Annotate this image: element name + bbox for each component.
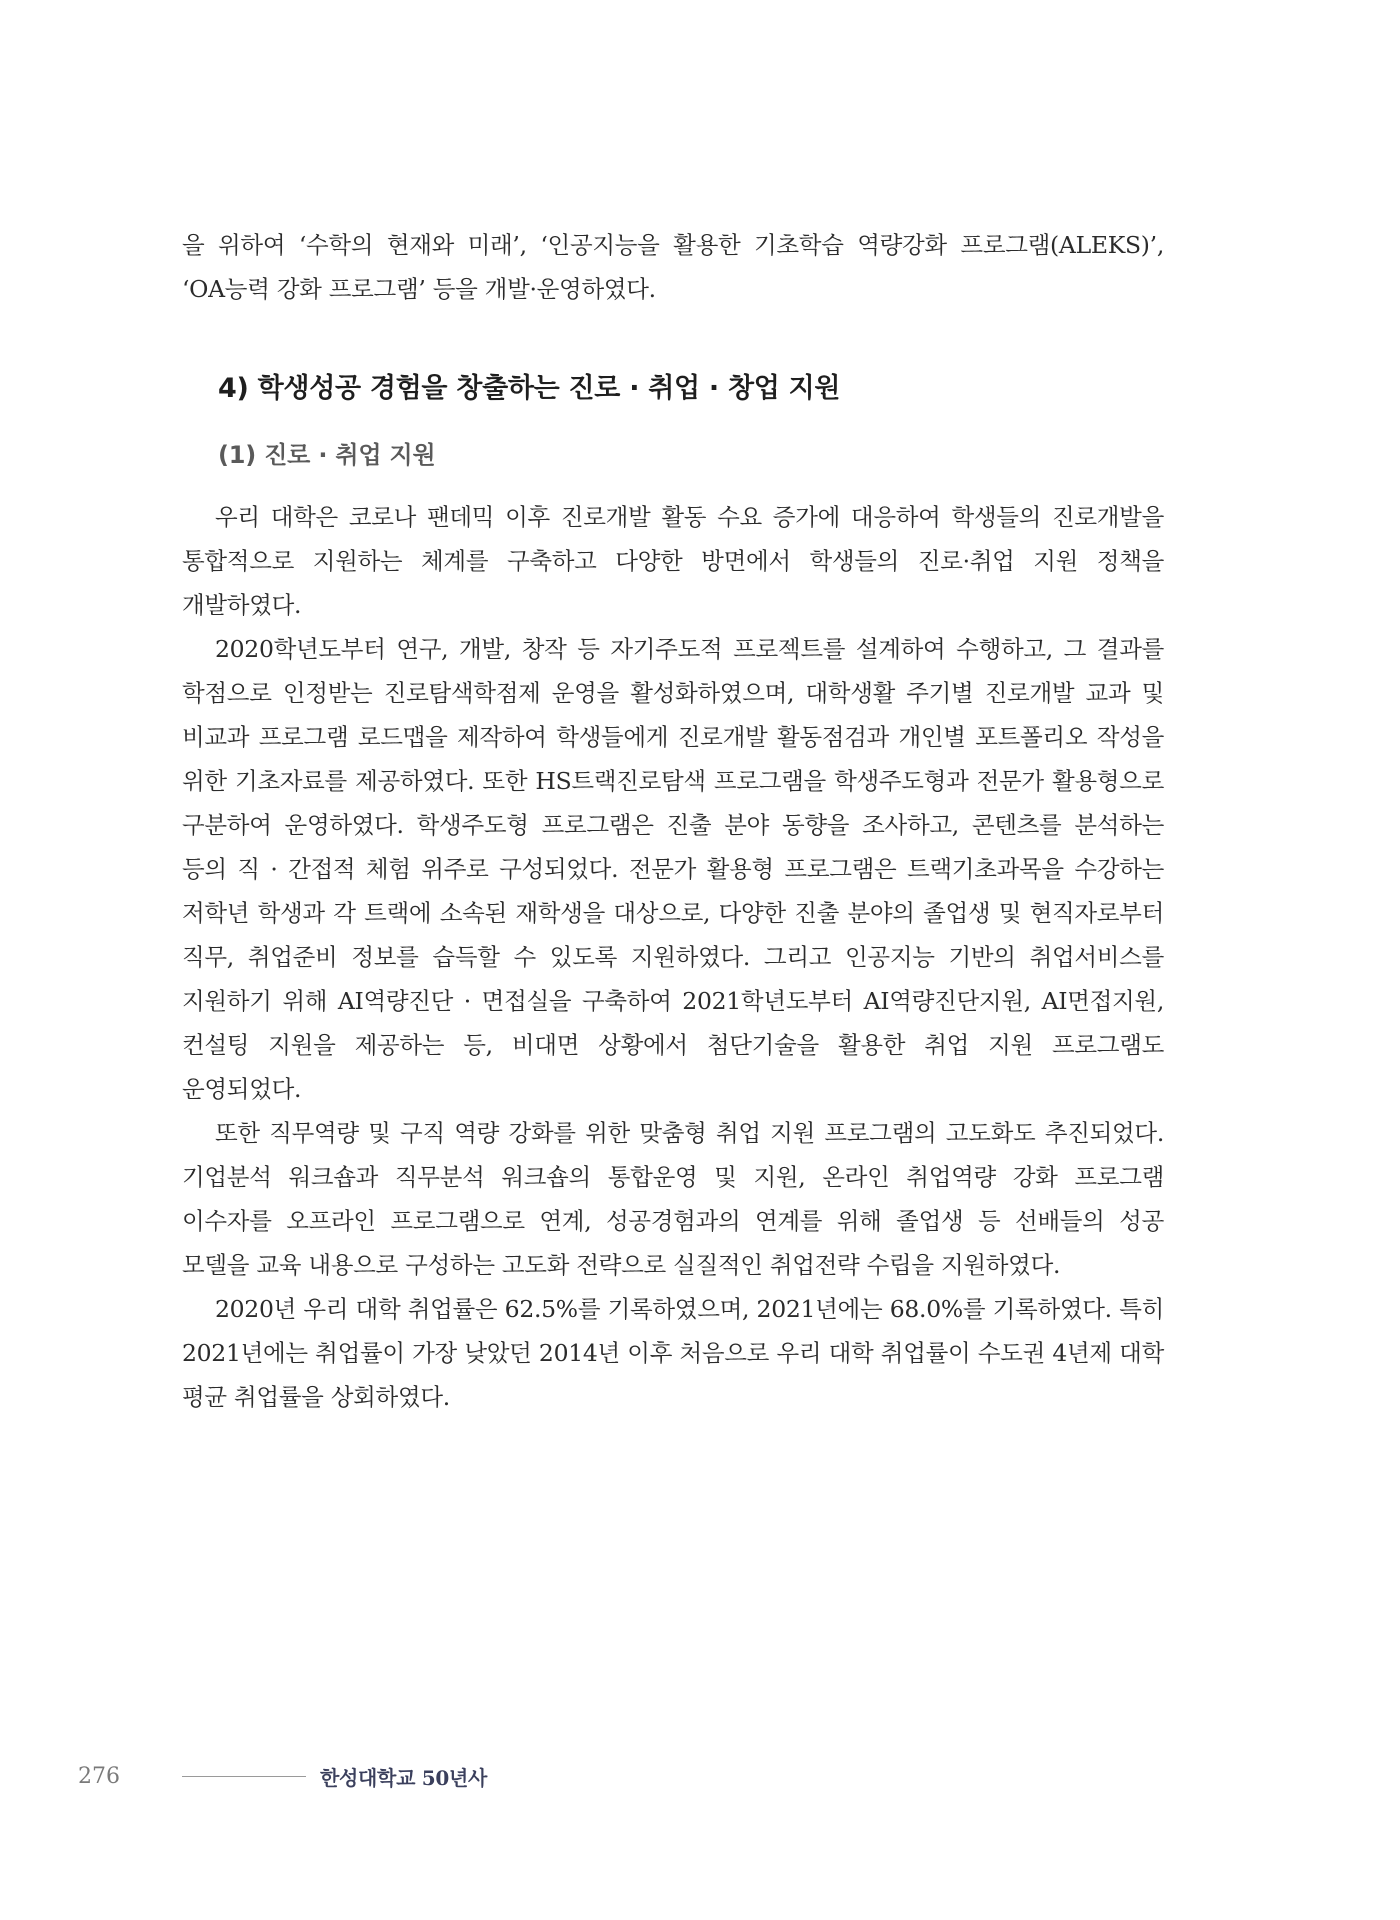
- page-footer: [78, 1760, 487, 1792]
- subsection-heading: (1) 진로 · 취업 지원: [218, 441, 436, 469]
- body-paragraph-4: 2020년 우리 대학 취업률은 62.5%를 기록하였으며, 2021년에는 68.0%를 기록하였다. 특히 2021년에는 취업률이 가장 낮았던 2014년 이후 처음으로 우리 대학 취업률이 수도권 4년제 대학 평균 취업률을 상회하였다.: [182, 1295, 1164, 1411]
- footer-rule: [182, 1776, 306, 1777]
- page-body: [182, 223, 1164, 1419]
- body-paragraph-2: 2020학년도부터 연구, 개발, 창작 등 자기주도적 프로젝트를 설계하여 수행하고, 그 결과를 학점으로 인정받는 진로탐색학점제 운영을 활성화하였으며, 대학생활 주기별 진로개발 교과 및 비교과 프로그램 로드맵을 제작하여 학생들에게 진로개발 활동점검과 개인별 포트폴리오 작성을 위한 기초자료를 제공하였다. 또한 HS트랙진로탐색 프로그램을 학생주도형과 전문가 활용형으로 구분하여 운영하였다. 학생주도형 프로그램은 진출 분야 동향을 조사하고, 콘텐츠를 분석하는 등의 직 · 간접적 체험 위주로 구성되었다. 전문가 활용형 프로그램은 트랙기초과목을 수강하는 저학년 학생과 각 트랙에 소속된 재학생을 대상으로, 다양한 진출 분야의 졸업생 및 현직자로부터 직무, 취업준비 정보를 습득할 수 있도록 지원하였다. 그리고 인공지능 기반의 취업서비스를 지원하기 위해 AI역량진단 · 면접실을 구축하여 2021학년도부터 AI역량진단지원, AI면접지원, 컨설팅 지원을 제공하는 등, 비대면 상황에서 첨단기술을 활용한 취업 지원 프로그램도 운영되었다.: [182, 635, 1164, 1103]
- intro-paragraph: 을 위하여 ‘수학의 현재와 미래’, ‘인공지능을 활용한 기초학습 역량강화 프로그램(ALEKS)’, ‘OA능력 강화 프로그램’ 등을 개발·운영하였다.: [182, 231, 1164, 303]
- section-heading: 4) 학생성공 경험을 창출하는 진로 · 취업 · 창업 지원: [218, 373, 841, 404]
- body-paragraph-1: 우리 대학은 코로나 팬데믹 이후 진로개발 활동 수요 증가에 대응하여 학생들의 진로개발을 통합적으로 지원하는 체계를 구축하고 다양한 방면에서 학생들의 진로·취업 지원 정책을 개발하였다.: [182, 503, 1164, 619]
- body-paragraph-3: 또한 직무역량 및 구직 역량 강화를 위한 맞춤형 취업 지원 프로그램의 고도화도 추진되었다. 기업분석 워크숍과 직무분석 워크숍의 통합운영 및 지원, 온라인 취업역량 강화 프로그램 이수자를 오프라인 프로그램으로 연계, 성공경험과의 연계를 위해 졸업생 등 선배들의 성공 모델을 교육 내용으로 구성하는 고도화 전략으로 실질적인 취업전략 수립을 지원하였다.: [182, 1119, 1164, 1279]
- book-title: 한성대학교 50년사: [320, 1765, 488, 1790]
- page-number: 276: [78, 1763, 120, 1789]
